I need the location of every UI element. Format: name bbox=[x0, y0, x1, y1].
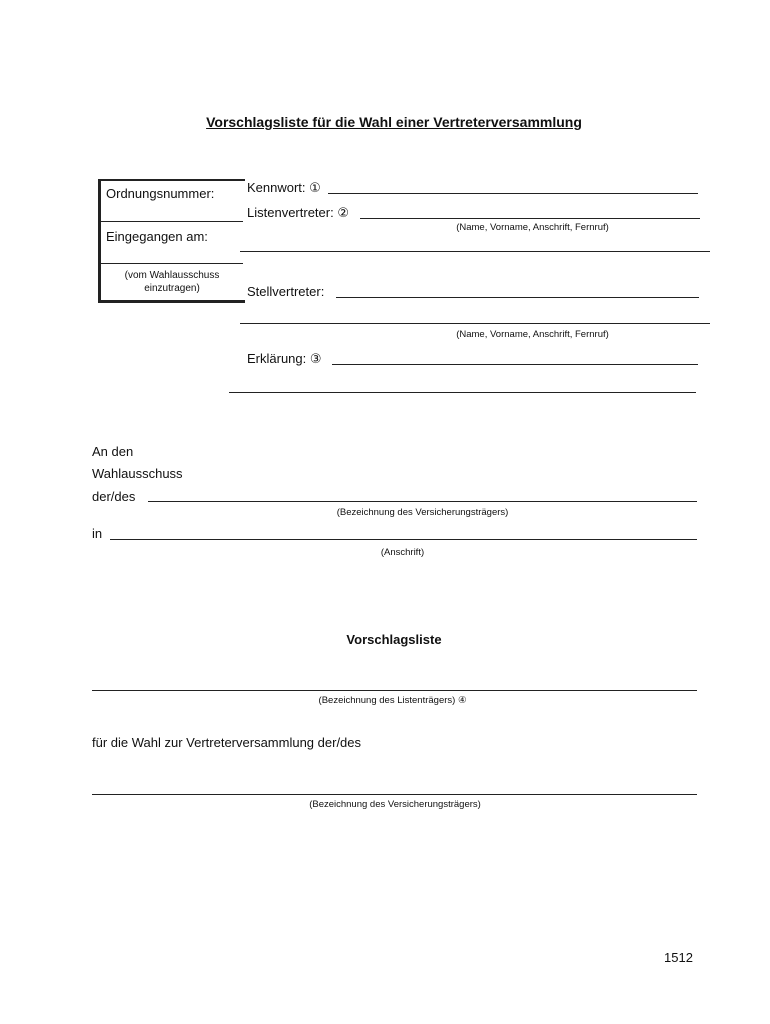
listenvertreter-hint: (Name, Vorname, Anschrift, Fernruf) bbox=[456, 222, 609, 233]
ordnungsnummer-line[interactable] bbox=[101, 221, 243, 222]
eingegangen-line[interactable] bbox=[101, 263, 243, 264]
wahl-traeger-field[interactable] bbox=[92, 794, 697, 795]
erklaerung-field-2[interactable] bbox=[229, 392, 696, 393]
stellvertreter-hint: (Name, Vorname, Anschrift, Fernruf) bbox=[456, 329, 609, 340]
stellvertreter-label: Stellvertreter: bbox=[247, 284, 325, 299]
office-note-line1: (vom Wahlausschuss bbox=[124, 270, 220, 281]
kennwort-field[interactable] bbox=[328, 193, 698, 194]
address-line1: An den bbox=[92, 444, 134, 459]
address-line3: der/des bbox=[92, 489, 136, 504]
listentraeger-hint: (Bezeichnung des Listenträgers) ④ bbox=[318, 695, 467, 706]
wahl-traeger-hint: (Bezeichnung des Versicherungsträgers) bbox=[309, 799, 481, 810]
address-line2: Wahlausschuss bbox=[92, 466, 183, 481]
wahl-text: für die Wahl zur Vertreterversammlung der/des bbox=[92, 735, 362, 750]
listentraeger-field[interactable] bbox=[92, 690, 697, 691]
erklaerung-label: Erklärung: ③ bbox=[247, 351, 322, 366]
office-note-line2: einzutragen) bbox=[144, 283, 200, 294]
stellvertreter-field-2[interactable] bbox=[240, 323, 710, 324]
versicherungstraeger-field[interactable] bbox=[148, 501, 697, 502]
anschrift-hint: (Anschrift) bbox=[380, 547, 425, 558]
listenvertreter-label: Listenvertreter: ② bbox=[247, 205, 349, 220]
eingegangen-label: Eingegangen am: bbox=[106, 229, 208, 244]
anschrift-field[interactable] bbox=[110, 539, 697, 540]
in-label: in bbox=[92, 526, 103, 541]
ordnungsnummer-label: Ordnungsnummer: bbox=[106, 186, 215, 201]
office-note bbox=[101, 269, 243, 295]
erklaerung-field[interactable] bbox=[332, 364, 698, 365]
stellvertreter-field[interactable] bbox=[336, 297, 699, 298]
versicherungstraeger-hint: (Bezeichnung des Versicherungsträgers) bbox=[336, 507, 509, 518]
section-heading: Vorschlagsliste bbox=[346, 632, 442, 647]
kennwort-label: Kennwort: ① bbox=[247, 180, 321, 195]
page-code: 1512 bbox=[664, 950, 693, 965]
listenvertreter-field-2[interactable] bbox=[240, 251, 710, 252]
listenvertreter-field[interactable] bbox=[360, 218, 700, 219]
document-title: Vorschlagsliste für die Wahl einer Vertreterversammlung bbox=[206, 114, 582, 130]
